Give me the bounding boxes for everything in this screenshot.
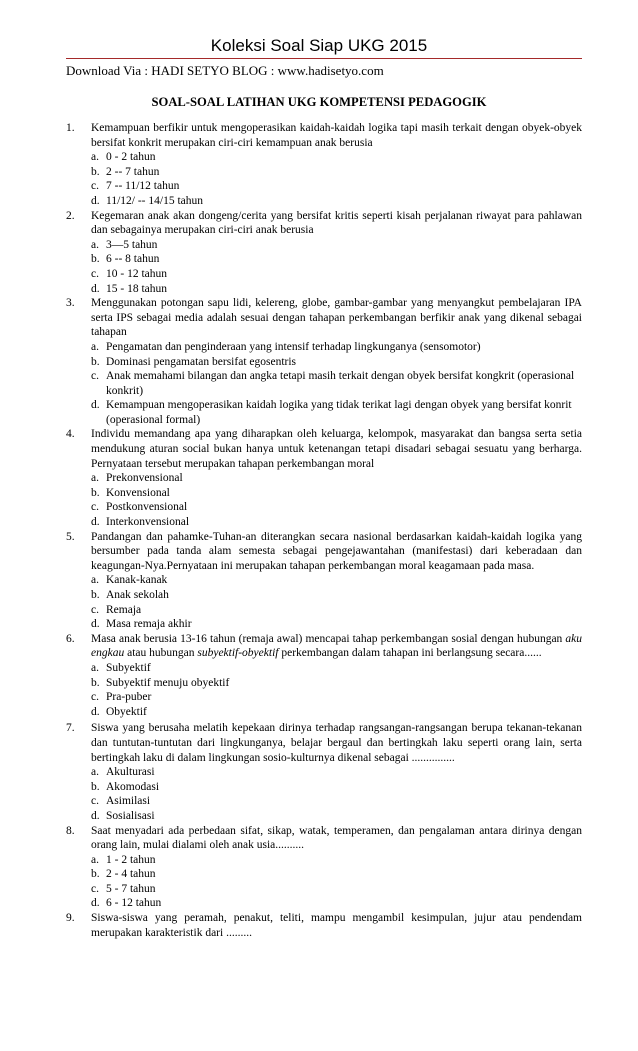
option-text: Interkonvensional (106, 516, 190, 529)
option-d (91, 705, 582, 720)
option-text: 6 -- 8 tahun (106, 253, 160, 266)
option-letter: a. (91, 238, 99, 251)
option-letter: c. (91, 501, 99, 514)
question-number: 5. (66, 530, 75, 543)
option-letter: a. (91, 661, 99, 674)
option-text: Anak sekolah (106, 589, 169, 601)
option-text: Kemampuan mengoperasikan kaidah logika yang tidak terikat lagi dengan obyek yang bersifat konrit (operasional formal) (106, 399, 572, 426)
option-text: Sosialisasi (106, 809, 155, 822)
option-letter: a. (91, 766, 99, 779)
option-letter: d. (91, 399, 100, 412)
question-stem: Kegemaran anak akan dongeng/cerita yang bersifat kritis seperti kisah perjalanan riwayat para pahlawan dan sebagainya merupakan ciri-ciri anak berusia (91, 209, 582, 237)
option-b (91, 780, 582, 795)
option-letter: d. (91, 516, 100, 529)
option-d (91, 809, 582, 824)
option-text: Prekonvensional (106, 472, 183, 485)
question-3 (66, 296, 582, 427)
option-text: Dominasi pengamatan bersifat egosentris (106, 355, 297, 368)
option-text: Konvensional (106, 486, 170, 499)
option-text: Asimilasi (106, 795, 151, 808)
option-c (91, 500, 582, 515)
option-a (91, 471, 582, 486)
option-text: 7 -- 11/12 tahun (106, 180, 180, 193)
page-header: Koleksi Soal Siap UKG 2015 (210, 36, 428, 55)
option-text: 3—5 tahun (106, 238, 158, 251)
option-text: Postkonvensional (106, 501, 188, 514)
question-number: 8. (66, 824, 75, 837)
option-letter: c. (91, 691, 99, 704)
stem-text: Masa anak berusia 13-16 tahun (remaja awal) mencapai tahap perkembangan sosial dengan hubungan (91, 632, 566, 645)
option-letter: a. (91, 853, 99, 866)
question-stem: Pandangan dan pahamke-Tuhan-an diterangkan secara nasional berdasarkan kaidah-kaidah logika yang bersumber pada tanda alam semesta sebagai pengejawantahan (manifestasi) dari keberadaan dan keagungan-Nya.Pernyataan ini merupakan tahapan perkembangan moral keagamaan pada masa. (91, 530, 582, 572)
option-d (91, 896, 582, 911)
option-text: Kanak-kanak (106, 574, 168, 587)
question-stem (91, 632, 582, 661)
stem-italic-term: subyektif-obyektif (197, 647, 279, 660)
option-a (91, 150, 582, 165)
question-1 (66, 121, 582, 209)
option-b (91, 165, 582, 180)
option-letter: a. (91, 340, 99, 353)
question-6 (66, 632, 582, 720)
option-text: 10 - 12 tahun (106, 267, 168, 280)
question-number: 3. (66, 297, 75, 310)
option-text: Obyektif (106, 705, 147, 718)
option-text: 2 -- 7 tahun (106, 165, 160, 178)
option-text: Masa remaja akhir (106, 618, 192, 631)
option-letter: b. (91, 253, 100, 266)
option-text: 11/12/ -- 14/15 tahun (106, 194, 203, 207)
option-text: Subyektif (106, 661, 151, 674)
stem-text: atau hubungan (124, 647, 198, 660)
option-text: 6 - 12 tahun (106, 897, 162, 910)
option-b (91, 676, 582, 691)
question-5 (66, 530, 582, 632)
document-title: SOAL-SOAL LATIHAN UKG KOMPETENSI PEDAGOGIK (151, 95, 487, 109)
question-stem: Menggunakan potongan sapu lidi, kelereng, globe, gambar-gambar yang menyangkut pembelajaran IPA serta IPS sebagai media adalah sesuai dengan tahapan perkembangan berfikir anak yang dikenal sebagai tahapan (91, 297, 582, 339)
option-letter: b. (91, 676, 100, 689)
question-number: 2. (66, 209, 75, 222)
option-c (91, 369, 582, 398)
option-c (91, 179, 582, 194)
option-letter: c. (91, 882, 99, 895)
option-a (91, 340, 582, 355)
option-text: Anak memahami bilangan dan angka tetapi masih terkait dengan obyek bersifat kongkrit (operasional konkrit) (106, 370, 575, 397)
option-text: 15 - 18 tahun (106, 282, 168, 295)
question-number: 4. (66, 428, 75, 441)
option-a (91, 573, 582, 588)
question-number: 1. (66, 122, 75, 134)
question-2 (66, 209, 582, 297)
question-7 (66, 721, 582, 823)
option-letter: b. (91, 165, 100, 178)
option-letter: d. (91, 282, 100, 295)
question-number: 7. (66, 722, 75, 735)
option-b (91, 486, 582, 501)
header-divider (66, 58, 582, 59)
option-letter: c. (91, 603, 99, 616)
option-letter: b. (91, 780, 100, 793)
option-text: Akomodasi (106, 780, 160, 793)
option-d (91, 515, 582, 530)
option-letter: b. (91, 589, 100, 601)
question-9 (66, 911, 582, 940)
download-source-line: Download Via : HADI SETYO BLOG : www.hadisetyo.com (66, 63, 384, 78)
option-c (91, 690, 582, 705)
option-text: Remaja (106, 603, 142, 616)
option-a (91, 765, 582, 780)
option-a (91, 853, 582, 868)
question-stem: Siswa yang berusaha melatih kepekaan dirinya terhadap rangsangan-rangsangan berupa tekanan-tekanan dan tuntutan-tuntutan dari lingkunganya, belajar bergaul dan bertingkah laku seperti orang lain, serta bertingkah laku di dalam lingkungan sosio-kulturnya dikenal sebagai ............... (91, 722, 582, 764)
option-text: 2 - 4 tahun (106, 868, 156, 881)
question-number: 6. (66, 632, 75, 645)
option-text: Subyektif menuju obyektif (106, 676, 230, 689)
option-d (91, 617, 582, 632)
option-text: Pengamatan dan penginderaan yang intensif terhadap lingkunganya (sensomotor) (106, 340, 481, 353)
option-text: Akulturasi (106, 766, 155, 779)
option-letter: c. (91, 370, 99, 383)
question-8 (66, 824, 582, 912)
option-d (91, 282, 582, 297)
option-c (91, 882, 582, 897)
option-letter: b. (91, 868, 100, 881)
question-stem: Siswa-siswa yang peramah, penakut, teliti, mampu mengambil kesimpulan, jujur atau pendendam merupakan karakteristik dari ......... (91, 912, 582, 939)
question-stem: Individu memandang apa yang diharapkan oleh keluarga, kelompok, masyarakat dan bangsa serta setia mendukung aturan social bukan hanya untuk ketenangan tetapi disadari sebagai sesuatu yang berharga. Pernyataan tersebut merupakan tahapan perkembangan moral (91, 428, 582, 470)
option-c (91, 603, 582, 618)
option-a (91, 661, 582, 676)
option-text: 0 - 2 tahun (106, 151, 156, 164)
option-text: Pra-puber (106, 691, 152, 704)
option-letter: a. (91, 151, 99, 164)
option-b (91, 867, 582, 882)
question-stem: Saat menyadari ada perbedaan sifat, sikap, watak, temperamen, dan pengalaman antara dirinya dengan orang lain, mulai dialami oleh anak usia.......... (91, 824, 582, 852)
option-b (91, 252, 582, 267)
option-c (91, 794, 582, 809)
option-letter: d. (91, 897, 100, 910)
option-letter: c. (91, 267, 99, 280)
question-list (66, 121, 582, 940)
stem-text: perkembangan dalam tahapan ini berlangsung secara...... (278, 647, 542, 660)
option-letter: c. (91, 795, 99, 808)
option-letter: d. (91, 618, 100, 631)
option-letter: a. (91, 472, 99, 485)
option-letter: d. (91, 194, 100, 207)
option-letter: d. (91, 705, 100, 718)
option-b (91, 355, 582, 370)
option-letter: c. (91, 180, 99, 193)
option-d (91, 398, 582, 427)
question-number: 9. (66, 912, 75, 925)
option-letter: a. (91, 574, 99, 587)
option-a (91, 238, 582, 253)
option-letter: b. (91, 355, 100, 368)
question-4 (66, 427, 582, 529)
question-stem: Kemampuan berfikir untuk mengoperasikan kaidah-kaidah logika tapi masih terkait dengan obyek-obyek bersifat konkrit merupakan ciri-ciri kemampuan anak berusia (91, 122, 582, 149)
option-c (91, 267, 582, 282)
option-d (91, 194, 582, 209)
option-letter: d. (91, 809, 100, 822)
option-text: 5 - 7 tahun (106, 882, 156, 895)
option-text: 1 - 2 tahun (106, 853, 156, 866)
stem-italic-term: aku engkau (91, 632, 582, 660)
option-letter: b. (91, 486, 100, 499)
option-b (91, 588, 582, 603)
